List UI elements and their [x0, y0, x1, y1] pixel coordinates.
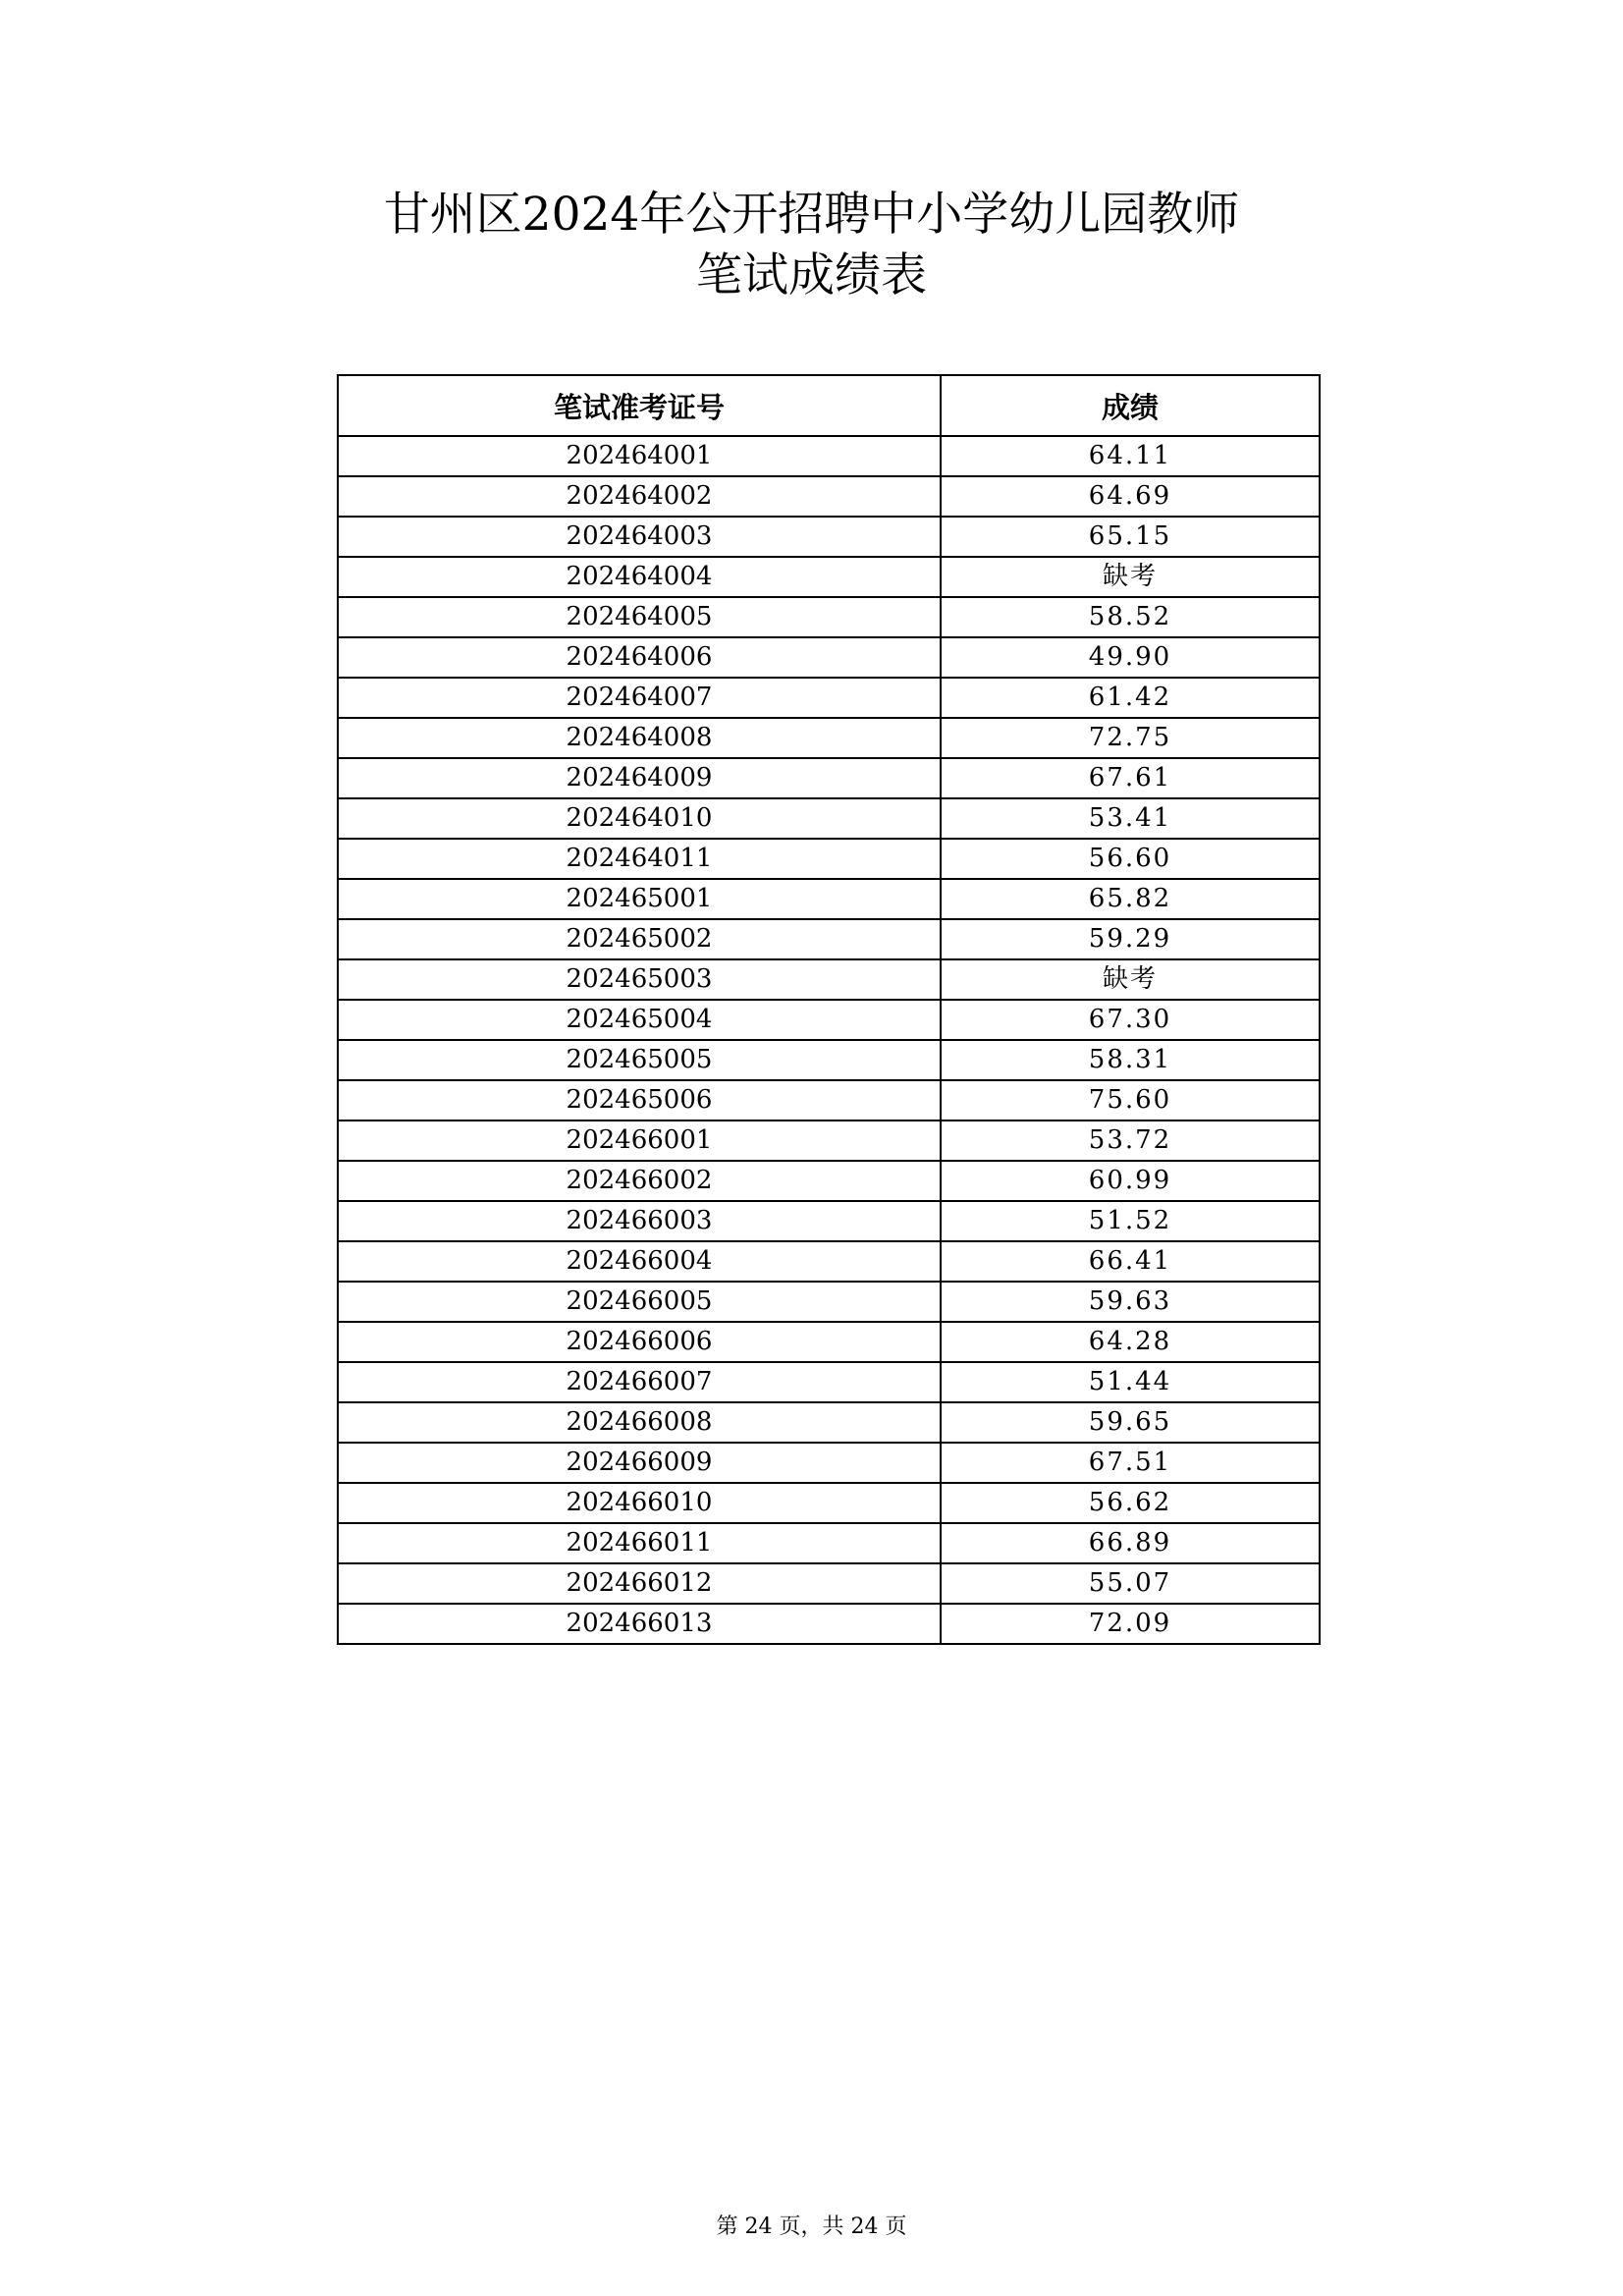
table-header-row	[338, 375, 1320, 436]
exam-id-cell: 202464001	[338, 436, 941, 476]
table-row	[338, 678, 1320, 718]
exam-id-cell: 202466005	[338, 1282, 941, 1322]
score-cell: 58.52	[941, 597, 1320, 637]
table-row	[338, 919, 1320, 959]
document-title	[0, 185, 1623, 306]
score-cell: 51.44	[941, 1362, 1320, 1402]
exam-id-cell: 202464006	[338, 637, 941, 678]
table-row	[338, 1604, 1320, 1644]
score-cell: 56.60	[941, 839, 1320, 879]
score-cell: 58.31	[941, 1040, 1320, 1080]
score-cell: 66.89	[941, 1523, 1320, 1563]
exam-id-cell: 202464010	[338, 798, 941, 839]
score-cell: 75.60	[941, 1080, 1320, 1121]
table-row	[338, 1201, 1320, 1241]
table-row	[338, 1040, 1320, 1080]
exam-id-cell: 202465001	[338, 879, 941, 919]
exam-id-cell: 202466001	[338, 1121, 941, 1161]
table-row	[338, 758, 1320, 798]
table-row	[338, 1282, 1320, 1322]
exam-id-cell: 202465005	[338, 1040, 941, 1080]
score-cell: 59.63	[941, 1282, 1320, 1322]
score-cell: 64.11	[941, 436, 1320, 476]
exam-id-cell: 202465002	[338, 919, 941, 959]
table-row	[338, 476, 1320, 517]
exam-id-cell: 202465004	[338, 1000, 941, 1040]
score-cell: 59.29	[941, 919, 1320, 959]
table-row	[338, 1443, 1320, 1483]
exam-id-cell: 202464009	[338, 758, 941, 798]
exam-id-cell: 202464004	[338, 557, 941, 597]
score-cell: 66.41	[941, 1241, 1320, 1282]
table-row	[338, 597, 1320, 637]
exam-id-cell: 202465006	[338, 1080, 941, 1121]
table-row	[338, 1523, 1320, 1563]
table-row	[338, 1483, 1320, 1523]
exam-id-cell: 202464011	[338, 839, 941, 879]
exam-id-cell: 202466013	[338, 1604, 941, 1644]
exam-id-cell: 202464003	[338, 517, 941, 557]
exam-id-cell: 202466002	[338, 1161, 941, 1201]
score-cell: 72.09	[941, 1604, 1320, 1644]
title-line-2: 笔试成绩表	[696, 248, 927, 302]
score-cell: 67.51	[941, 1443, 1320, 1483]
exam-id-cell: 202466009	[338, 1443, 941, 1483]
score-cell: 72.75	[941, 718, 1320, 758]
exam-id-cell: 202466006	[338, 1322, 941, 1362]
score-cell: 61.42	[941, 678, 1320, 718]
table-row	[338, 517, 1320, 557]
exam-id-cell: 202466007	[338, 1362, 941, 1402]
title-line-1: 甘州区2024年公开招聘中小学幼儿园教师	[383, 188, 1240, 242]
score-cell: 60.99	[941, 1161, 1320, 1201]
table-row	[338, 436, 1320, 476]
score-cell: 49.90	[941, 637, 1320, 678]
score-cell: 缺考	[941, 959, 1320, 1000]
page-number: 第 24 页，共 24 页	[716, 2214, 907, 2239]
exam-id-cell: 202466011	[338, 1523, 941, 1563]
score-cell: 59.65	[941, 1402, 1320, 1443]
table-row	[338, 1241, 1320, 1282]
score-cell: 53.72	[941, 1121, 1320, 1161]
exam-id-cell: 202464007	[338, 678, 941, 718]
score-cell: 65.15	[941, 517, 1320, 557]
exam-id-cell: 202466012	[338, 1563, 941, 1604]
table-row	[338, 798, 1320, 839]
table-row	[338, 959, 1320, 1000]
table-row	[338, 839, 1320, 879]
exam-id-cell: 202466004	[338, 1241, 941, 1282]
table-row	[338, 1080, 1320, 1121]
table-row	[338, 1121, 1320, 1161]
table-row	[338, 557, 1320, 597]
score-cell: 67.61	[941, 758, 1320, 798]
table-row	[338, 1563, 1320, 1604]
exam-id-cell: 202464002	[338, 476, 941, 517]
table-body	[338, 436, 1320, 1644]
table-row	[338, 718, 1320, 758]
exam-id-cell: 202464008	[338, 718, 941, 758]
exam-id-cell: 202466003	[338, 1201, 941, 1241]
header-score: 成绩	[941, 375, 1320, 436]
score-cell: 51.52	[941, 1201, 1320, 1241]
score-cell: 53.41	[941, 798, 1320, 839]
score-table	[337, 374, 1321, 1645]
score-cell: 64.28	[941, 1322, 1320, 1362]
exam-id-cell: 202465003	[338, 959, 941, 1000]
score-cell: 64.69	[941, 476, 1320, 517]
score-cell: 65.82	[941, 879, 1320, 919]
header-exam-id: 笔试准考证号	[338, 375, 941, 436]
score-cell: 缺考	[941, 557, 1320, 597]
table-row	[338, 637, 1320, 678]
score-cell: 56.62	[941, 1483, 1320, 1523]
exam-id-cell: 202466008	[338, 1402, 941, 1443]
table-row	[338, 1161, 1320, 1201]
table-row	[338, 1402, 1320, 1443]
exam-id-cell: 202466010	[338, 1483, 941, 1523]
score-cell: 67.30	[941, 1000, 1320, 1040]
table-row	[338, 1000, 1320, 1040]
table-row	[338, 1362, 1320, 1402]
score-cell: 55.07	[941, 1563, 1320, 1604]
table-row	[338, 879, 1320, 919]
exam-id-cell: 202464005	[338, 597, 941, 637]
table-row	[338, 1322, 1320, 1362]
